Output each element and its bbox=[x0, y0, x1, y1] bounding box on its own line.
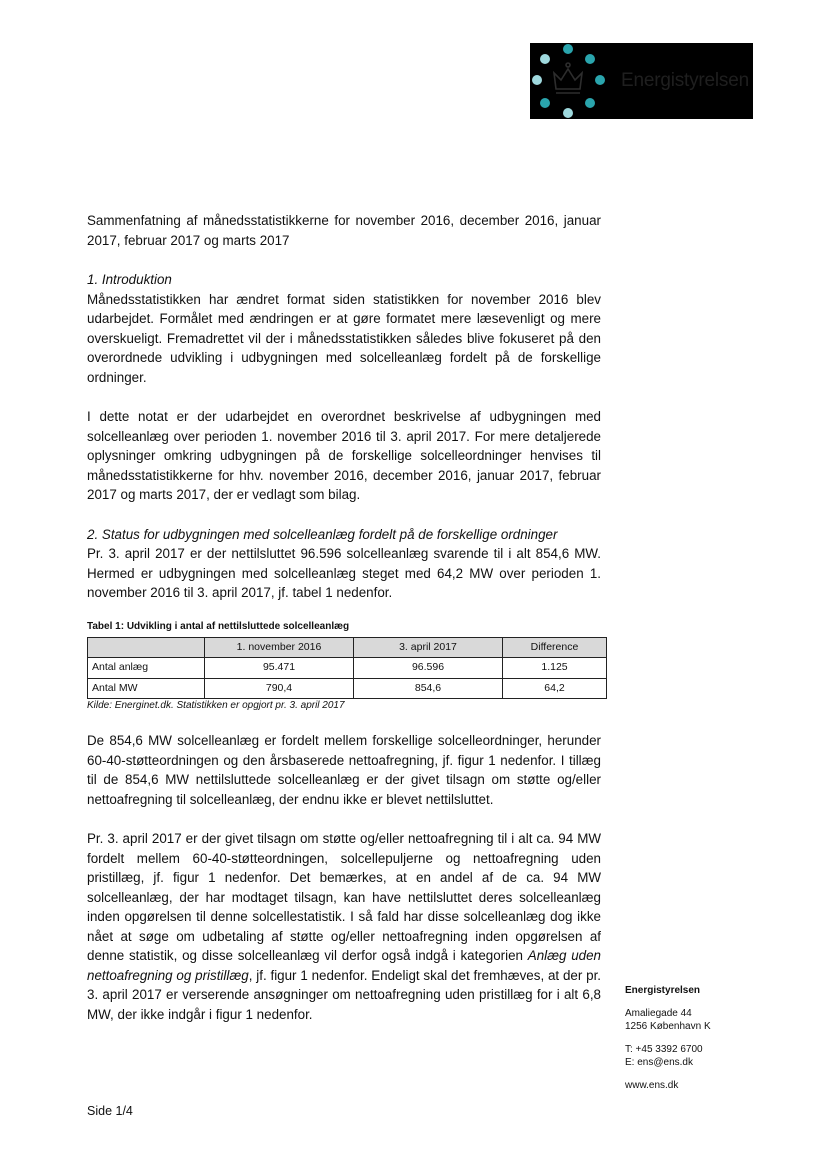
table-cell: 96.596 bbox=[354, 658, 503, 679]
page-number: Side 1/4 bbox=[87, 1104, 133, 1118]
table-row bbox=[88, 678, 607, 699]
table-caption: Tabel 1: Udvikling i antal af nettilsluttede solcelleanlæg bbox=[87, 620, 350, 632]
address-line-1: Amaliegade 44 bbox=[625, 1008, 692, 1019]
document-body bbox=[87, 211, 601, 1024]
table-header-cell: 1. november 2016 bbox=[205, 637, 354, 658]
sidebar-address bbox=[625, 1007, 805, 1033]
address-line-2: 1256 København K bbox=[625, 1021, 711, 1032]
table-header-cell: Difference bbox=[503, 637, 607, 658]
section-1-heading: 1. Introduktion bbox=[87, 272, 172, 287]
contact-sidebar bbox=[625, 984, 805, 1092]
table-cell: 95.471 bbox=[205, 658, 354, 679]
section-2-paragraph-1: Pr. 3. april 2017 er der nettilsluttet 96.596 solcelleanlæg svarende til i alt 854,6 MW. Hermed er udbygningen med solcelleanlæg steget med 64,2 MW over perioden 1. november 2016 til 3. april 2017, jf. tabel 1 nedenfor. bbox=[87, 546, 601, 600]
table-cell: 790,4 bbox=[205, 678, 354, 699]
stats-table bbox=[87, 637, 607, 700]
table-cell: Antal MW bbox=[88, 678, 205, 699]
paragraph-4-part-1: Pr. 3. april 2017 er der givet tilsagn om støtte og/eller nettoafregning til i alt ca. 94 MW fordelt mellem 60-40-støtteordningen, solcellepuljerne og nettoafregning uden pristillæg, jf. figur 1 nedenfor. Det bemærkes, at en andel af de ca. 94 MW solcelleanlæg, der har modtaget tilsagn, kan have nettilsluttet deres solcelleanlæg inden opgørelsen til denne solcellestatistik. I så fald har disse solcelleanlæg dog ikke nået at søge om udbetaling af støtte og/eller nettoafregning inden opgørelsen af denne statistik, og disse solcelleanlæg vil derfor også indgå i kategorien bbox=[87, 831, 601, 963]
table-header-cell bbox=[88, 637, 205, 658]
sidebar-web: www.ens.dk bbox=[625, 1080, 679, 1091]
section-2-heading: 2. Status for udbygningen med solcelleanlæg fordelt på de forskellige ordninger bbox=[87, 526, 558, 542]
table-cell: 854,6 bbox=[354, 678, 503, 699]
section-1-paragraph-1: Månedsstatistikken har ændret format siden statistikken for november 2016 blev udarbejdet. Formålet med ændringen er at gøre formatet mere læsevenligt og mere overskueligt. Fremadrettet vil der i månedsstatistikken således blive fokuseret på den overordnede udvikling i udbygningen med solcelleanlæg fordelt på de forskellige ordninger. bbox=[87, 291, 601, 385]
energistyrelsen-logo bbox=[530, 43, 753, 119]
table-header-cell: 3. april 2017 bbox=[354, 637, 503, 658]
section-1-paragraph-2: I dette notat er der udarbejdet en overordnet beskrivelse af udbygningen med solcelleanlæg over perioden 1. november 2016 til 3. april 2017. For mere detaljerede oplysninger omkring udbygningen på de forskellige solcelleordninger henvises til månedsstatistikkerne for hhv. november 2016, december 2016, januar 2017, februar 2017 og marts 2017, der er vedlagt som bilag. bbox=[87, 409, 601, 502]
table-cell: 64,2 bbox=[503, 678, 607, 699]
table-cell: 1.125 bbox=[503, 658, 607, 679]
table-source: Kilde: Energinet.dk. Statistikken er opgjort pr. 3. april 2017 bbox=[87, 700, 345, 711]
table-row bbox=[88, 658, 607, 679]
table-header-row bbox=[88, 637, 607, 658]
sidebar-phone: T: +45 3392 6700 bbox=[625, 1044, 703, 1055]
logo-text: Energistyrelsen bbox=[621, 70, 749, 91]
document-title: Sammenfatning af månedsstatistikkerne for november 2016, december 2016, januar 2017, februar 2017 og marts 2017 bbox=[87, 213, 601, 248]
sidebar-org: Energistyrelsen bbox=[625, 985, 701, 996]
paragraph-4 bbox=[87, 829, 601, 1024]
sidebar-contact bbox=[625, 1043, 805, 1069]
paragraph-4-italic: Anlæg uden nettoafregning og pristillæg bbox=[87, 948, 602, 983]
table-cell: Antal anlæg bbox=[88, 658, 205, 679]
sidebar-email: E: ens@ens.dk bbox=[625, 1057, 693, 1068]
paragraph-4-part-2: , jf. figur 1 nedenfor. Endeligt skal det fremhæves, at der pr. 3. april 2017 er verserende ansøgninger om nettoafregning uden pristillæg for i alt 6,8 MW, der ikke indgår i figur 1 nedenfor. bbox=[87, 967, 602, 1022]
paragraph-3: De 854,6 MW solcelleanlæg er fordelt mellem forskellige solcelleordninger, herunder 60-40-støtteordningen og den årsbaserede nettoafregning, jf. figur 1 nedenfor. I tillæg til de 854,6 MW nettilsluttede solcelleanlæg er der givet tilsagn om støtte og/eller nettoafregning til solcelleanlæg, der endnu ikke er blevet nettilsluttet. bbox=[87, 733, 601, 807]
